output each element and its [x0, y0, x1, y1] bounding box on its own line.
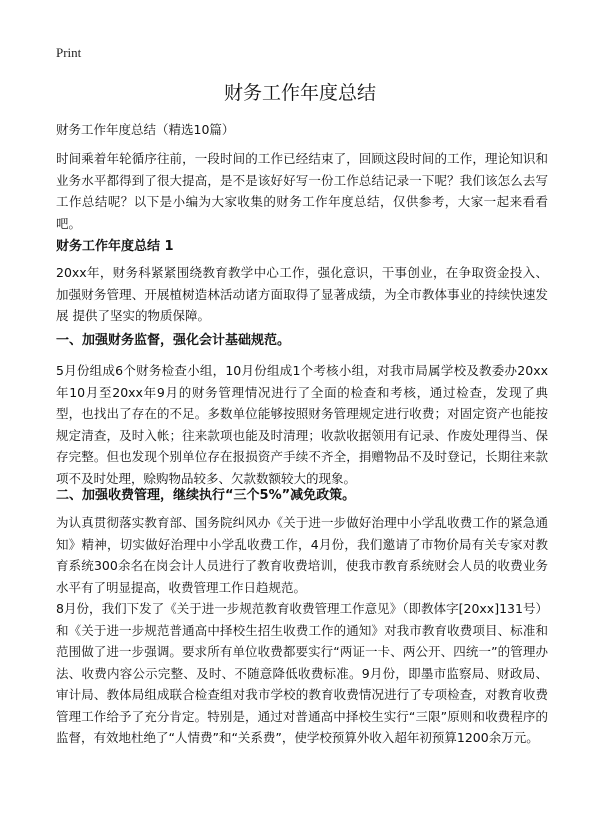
- section-paragraph: 8月份，我们下发了《关于进一步规范教育收费管理工作意见》（即教体字[20xx]131号）和《关于进一步规范普通高中择校生招生收费工作的通知》对我市教育收费项目、标准和范围做了进一步强调。要求所有单位收费都要实行“两证一卡、两公开、四统一”的管理办法、收费内容公示完整、及时、不随意降低收费标准。9月份，即墨市监察局、财政局、审计局、教体局组成联合检查组对我市学校的教育收费情况进行了专项检查，对教育收费管理工作给予了充分肯定。特别是，通过对普通高中择校生实行“三限”原则和收费程序的 监督，有效地杜绝了“人情费”和“关系费”，使学校预算外收入超年初预算1200余万元。: [56, 601, 548, 745]
- document-subtitle: 财务工作年度总结（精选10篇）: [56, 122, 235, 137]
- subsection-heading-fee-management: 二、加强收费管理，继续执行“三个5%”减免政策。: [56, 488, 356, 503]
- page-title: 财务工作年度总结: [223, 82, 376, 104]
- subsection-heading-finance-supervision: 一、加强财务监督，强化会计基础规范。: [56, 333, 291, 348]
- print-link[interactable]: Print: [56, 45, 82, 60]
- section-paragraph: 5月份组成6个财务检查小组，10月份组成1个考核小组，对我市局属学校及教委办20xx年10月至20xx年9月的财务管理情况进行了全面的检查和考核，通过检查，发现了典型，也找出了存在的不足。多数单位能够按照财务管理规定进行收费；对固定资产也能按规定清查，及时入帐；往来款项也能及时清理；收款收据领用有记录、作废处理得当、保存完整。但也发现个别单位存在报损资产手续不齐全，捐赠物品不及时登记，长期往来款项不及时处理，赊购物品较多、欠款数额较大的现象。: [56, 363, 548, 486]
- section-paragraph: 为认真贯彻落实教育部、国务院纠风办《关于进一步做好治理中小学乱收费工作的紧急通知》精神，切实做好治理中小学乱收费工作，4月份，我们邀请了市物价局有关专家对教育系统300余名在岗会计人员进行了教育收费培训，使我市教育系统财会人员的收费业务水平有了明显提高，收费管理工作日趋规范。: [56, 515, 548, 595]
- section-heading: 财务工作年度总结 1: [56, 239, 174, 254]
- intro-paragraph: 时间乘着年轮循序往前，一段时间的工作已经结束了，回顾这段时间的工作，理论知识和业务水平都得到了很大提高，是不是该好好写一份工作总结记录一下呢？我们该怎么去写工作总结呢？以下是小编为大家收集的财务工作年度总结，仅供参考，大家一起来看看吧。: [56, 151, 548, 231]
- section-paragraph: 20xx年，财务科紧紧围绕教育教学中心工作，强化意识，干事创业，在争取资金投入、加强财务管理、开展植树造林活动诸方面取得了显著成绩，为全市教体事业的持续快速发展 提供了坚实的物质保障。: [56, 265, 548, 323]
